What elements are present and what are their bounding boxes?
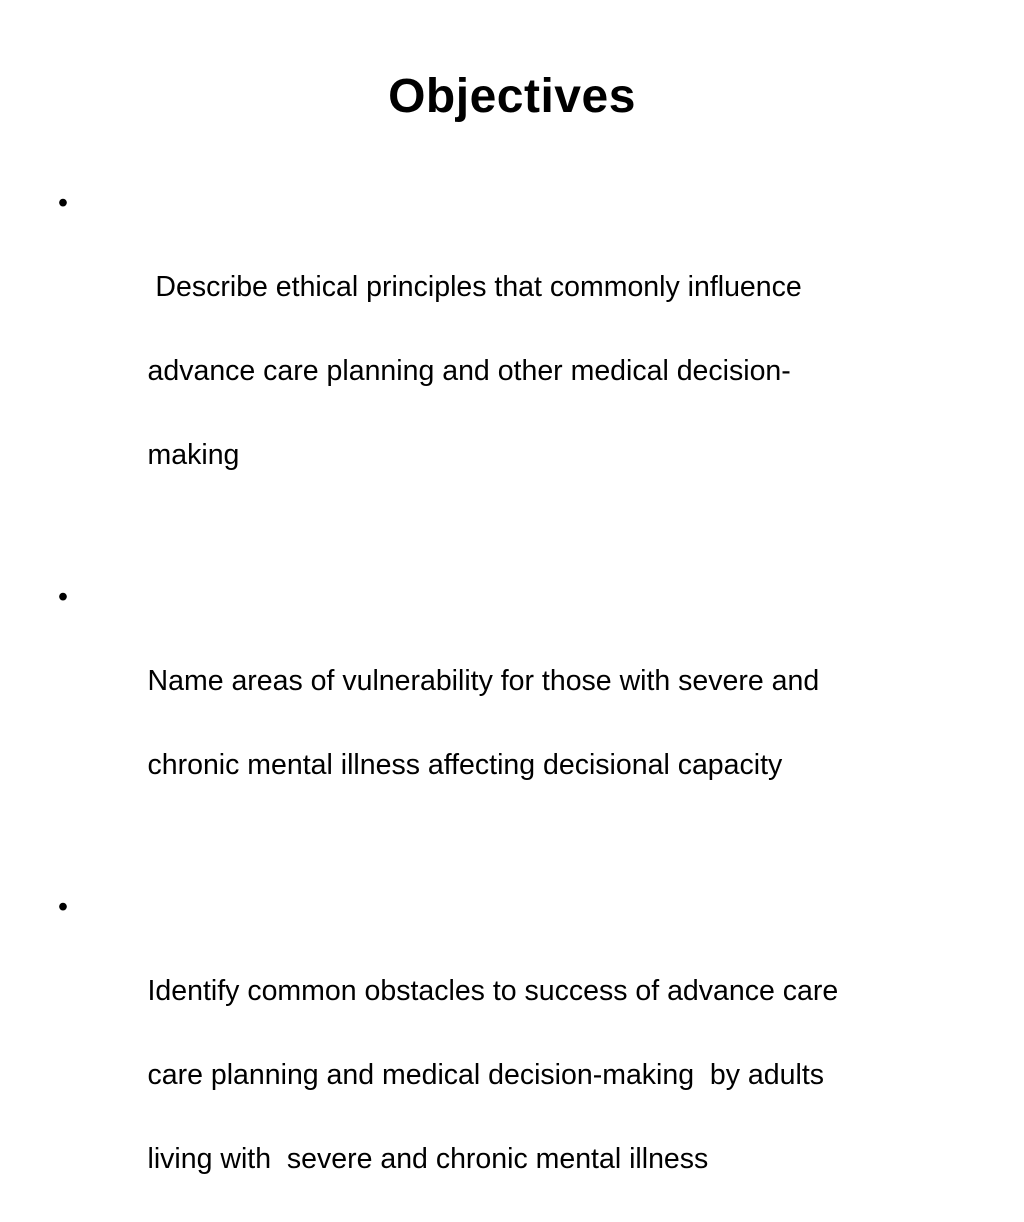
slide-title: Objectives [388,70,636,123]
objective-3-line-3: living with severe and chronic mental illness [147,1143,709,1175]
objective-item-2 [58,576,958,828]
objective-item-3 [58,886,958,1222]
bullet-icon: • [58,581,68,613]
objectives-list [58,182,958,1222]
objective-2-line-2: chronic mental illness affecting decisional capacity [147,749,783,781]
objective-2-line-1: Name areas of vulnerability for those with severe and [147,665,820,697]
bullet-icon: • [58,187,68,219]
objective-3-line-1: Identify common obstacles to success of advance care [147,975,839,1007]
bullet-icon: • [58,891,68,923]
objective-3-line-2: care planning and medical decision-making by adults [147,1059,824,1091]
objective-1-line-3: making [147,439,240,471]
objective-1-line-1: Describe ethical principles that commonly influence [147,271,802,303]
objective-item-1 [58,182,958,518]
objective-1-line-2: advance care planning and other medical decision- [147,355,791,387]
